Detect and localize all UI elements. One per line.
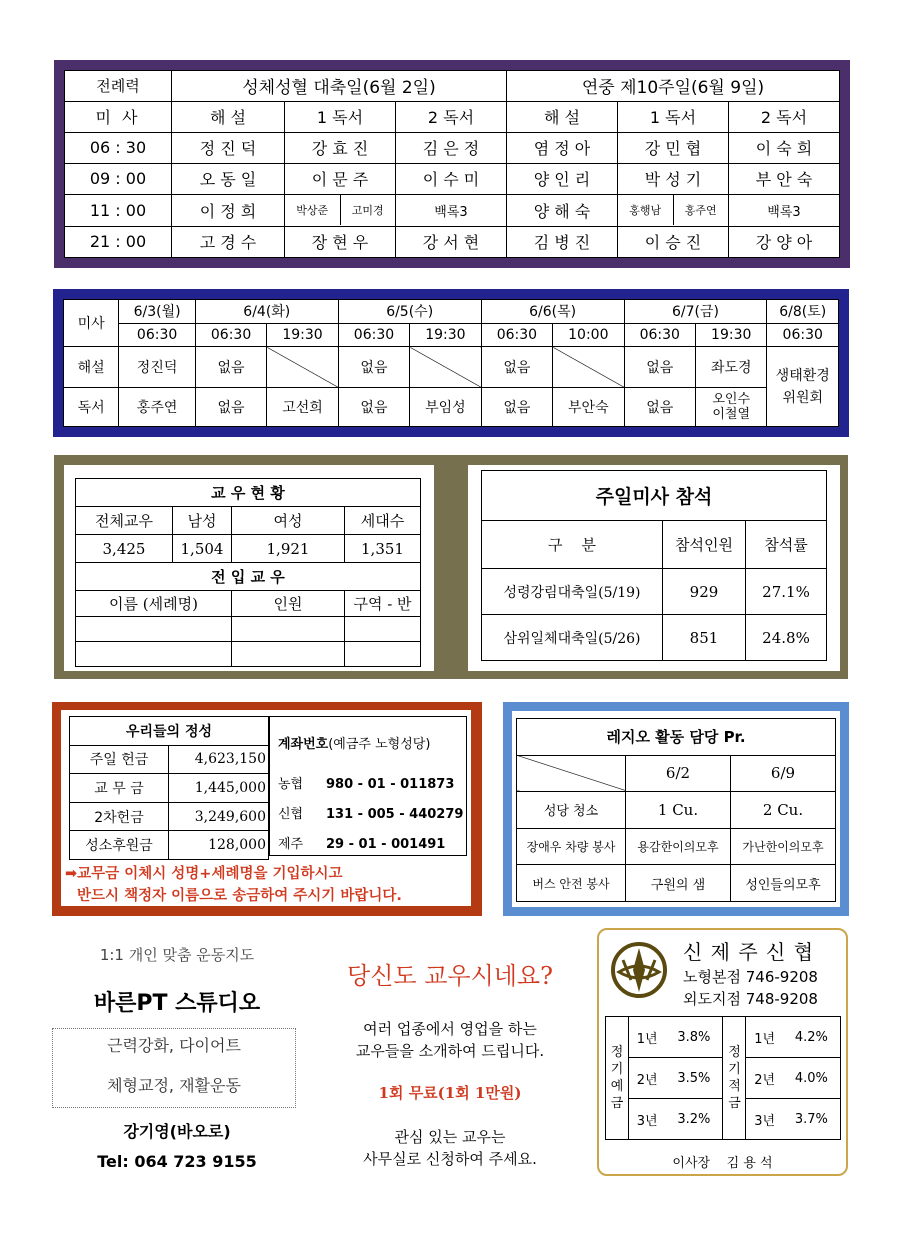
- deposit-label-text: 정기예금: [610, 1045, 624, 1111]
- name-cell: 김 병 진: [507, 226, 618, 257]
- offering-amount: 4,623,150: [169, 745, 269, 774]
- empty-cell: [76, 617, 232, 642]
- promo-line-3: 관심 있는 교우는: [394, 1128, 506, 1146]
- promo-title: 당신도 교우시네요?: [347, 962, 553, 990]
- time-cell: 06:30: [338, 323, 409, 347]
- commentary-cell: 정진덕: [119, 347, 195, 388]
- name-cell: 이 승 진: [618, 226, 729, 257]
- account-row: [278, 833, 445, 852]
- calendar-label: 전례력: [65, 71, 172, 102]
- members-header: 전체교우: [76, 507, 173, 535]
- stats-panel: [54, 455, 848, 679]
- cu-name: 신 제 주 신 협: [683, 940, 815, 964]
- diagonal-cell: [267, 347, 338, 388]
- time-cell: 19:30: [410, 323, 481, 347]
- split-cell: [285, 194, 396, 226]
- time-cell: 06:30: [119, 323, 195, 347]
- role-commentary-1: 해 설: [172, 101, 285, 132]
- promo-line-4: 사무실로 신청하여 주세요.: [363, 1150, 537, 1168]
- time-cell: 06:30: [195, 323, 266, 347]
- attendance-box: [468, 465, 840, 671]
- feast-1: 성체성혈 대축일(6월 2일): [172, 71, 507, 102]
- offering-label: 2차헌금: [70, 802, 169, 831]
- legio-cell: 성인들의모후: [731, 865, 836, 902]
- pt-ad: [52, 936, 302, 1176]
- name-cell: 고 경 수: [172, 226, 285, 257]
- day-header: 6/4(화): [195, 300, 338, 324]
- rate-value: 3.5%: [665, 1058, 723, 1099]
- savings-label-text: 정기적금: [728, 1045, 741, 1111]
- transfer-header: 인원: [232, 591, 345, 617]
- commentary-label: 해설: [64, 347, 119, 388]
- name-cell: 강 서 현: [396, 226, 507, 257]
- diagonal-cell: [553, 347, 624, 388]
- time-0630: 06 : 30: [65, 132, 172, 163]
- members-households: 1,351: [345, 535, 421, 563]
- reading-cell: 부안숙: [553, 388, 624, 427]
- rate-value: 4.0%: [783, 1058, 841, 1099]
- rate-term: 2년: [629, 1058, 666, 1099]
- attendance-row-rate: 27.1%: [746, 569, 827, 615]
- time-cell: 06:30: [481, 323, 552, 347]
- legio-title: 레지오 활동 담당 Pr.: [517, 719, 836, 756]
- commentary-cell: 좌도경: [696, 347, 767, 388]
- account-holder: (예금주 노형성당): [328, 737, 431, 752]
- bank-name: 농협: [278, 777, 304, 792]
- commentary-cell: 없음: [195, 347, 266, 388]
- name-cell: 백록3: [396, 194, 507, 226]
- attendance-header: 참석인원: [663, 521, 746, 569]
- name-cell: 이 숙 희: [729, 132, 840, 163]
- liturgy-panel: [54, 60, 850, 268]
- reading-cell: 부임성: [410, 388, 481, 427]
- members-total: 3,425: [76, 535, 173, 563]
- notice-line-1: ➡교무금 이체시 성명+세례명을 기입하시고: [65, 866, 343, 882]
- reading-cell: 홍주연: [119, 388, 195, 427]
- mass-label: 미 사: [65, 101, 172, 132]
- members-female: 1,921: [232, 535, 345, 563]
- empty-cell: [345, 642, 421, 667]
- offering-amount: 1,445,000: [169, 774, 269, 803]
- diagonal-cell: [410, 347, 481, 388]
- promo-line-2: 교우들을 소개하여 드립니다.: [355, 1042, 545, 1060]
- name-cell: 박 성 기: [618, 163, 729, 194]
- role-reading1-1: 1 독서: [285, 101, 396, 132]
- attendance-table: [481, 470, 827, 661]
- commentary-cell: 없음: [481, 347, 552, 388]
- account-number: 980 - 01 - 011873: [326, 777, 455, 792]
- legio-date: 6/2: [626, 755, 731, 792]
- time-cell: 06:30: [767, 323, 839, 347]
- reading-label: 독서: [64, 388, 119, 427]
- name-cell: 이 정 희: [172, 194, 285, 226]
- account-box: [269, 716, 467, 856]
- account-row: [278, 803, 463, 822]
- pt-service-1: 근력강화, 다이어트: [107, 1036, 241, 1055]
- role-reading2-1: 2 독서: [396, 101, 507, 132]
- members-box: [64, 465, 434, 671]
- saturday-line-2: 위원회: [782, 389, 824, 406]
- name-cell: 홍행남: [618, 195, 673, 225]
- weekday-panel: [53, 289, 849, 437]
- members-male: 1,504: [173, 535, 232, 563]
- name-cell: 정 진 덕: [172, 132, 285, 163]
- legio-cell: 구원의 샘: [626, 865, 731, 902]
- transfer-header: 이름 (세례명): [76, 591, 232, 617]
- name-cell: 백록3: [729, 194, 840, 226]
- role-reading1-2: 1 독서: [618, 101, 729, 132]
- name-cell: 강 민 협: [618, 132, 729, 163]
- reading-cell-double: [696, 388, 767, 427]
- reading-line-2: 이철열: [712, 407, 751, 423]
- reading-cell: 없음: [624, 388, 695, 427]
- name-cell: 이 문 주: [285, 163, 396, 194]
- pt-studio-name: 바른PT 스튜디오: [93, 991, 261, 1016]
- bank-name: 제주: [278, 837, 304, 852]
- members-header: 남성: [173, 507, 232, 535]
- rate-value: 3.2%: [665, 1099, 723, 1140]
- name-cell: 양 해 숙: [507, 194, 618, 226]
- rate-term: 3년: [746, 1099, 783, 1140]
- rate-value: 4.2%: [783, 1017, 841, 1058]
- bank-name: 신협: [278, 807, 304, 822]
- attendance-header: 구 분: [482, 521, 663, 569]
- logo-mark: [633, 948, 645, 992]
- offering-label: 교 무 금: [70, 774, 169, 803]
- pt-tagline: 1:1 개인 맞춤 운동지도: [99, 946, 255, 964]
- offering-table: [69, 716, 269, 860]
- account-title-line: [278, 733, 430, 752]
- reading-line-1: 오인수: [712, 392, 751, 408]
- offering-amount: 3,249,600: [169, 802, 269, 831]
- day-header: 6/5(수): [338, 300, 481, 324]
- name-cell: 오 동 일: [172, 163, 285, 194]
- day-header: 6/6(목): [481, 300, 624, 324]
- legio-table: [516, 718, 836, 902]
- reading-cell: 고선희: [267, 388, 338, 427]
- savings-label: [723, 1017, 746, 1140]
- attendance-row-name: 삼위일체대축일(5/26): [482, 615, 663, 661]
- promo-price: 1회 무료(1회 1만원): [378, 1084, 522, 1102]
- reading-cell: 없음: [195, 388, 266, 427]
- empty-cell: [345, 617, 421, 642]
- rate-term: 3년: [629, 1099, 666, 1140]
- cu-branch-2: 외도지점 748-9208: [683, 990, 818, 1008]
- empty-cell: [232, 617, 345, 642]
- attendance-row-name: 성령강림대축일(5/19): [482, 569, 663, 615]
- feast-2: 연중 제10주일(6월 9일): [507, 71, 840, 102]
- cu-director: 이사장 김 용 석: [672, 1156, 773, 1171]
- legio-task: 버스 안전 봉사: [517, 865, 626, 902]
- name-cell: 장 현 우: [285, 226, 396, 257]
- day-header: 6/3(월): [119, 300, 195, 324]
- promo: [310, 950, 590, 1180]
- split-cell: [618, 194, 729, 226]
- name-cell: 염 정 아: [507, 132, 618, 163]
- legio-cell: 2 Cu.: [731, 792, 836, 829]
- attendance-title: 주일미사 참석: [482, 471, 827, 521]
- legio-cell: 1 Cu.: [626, 792, 731, 829]
- account-row: [278, 773, 454, 792]
- time-cell: 10:00: [553, 323, 624, 347]
- day-header: 6/8(토): [767, 300, 839, 324]
- promo-line-1: 여러 업종에서 영업을 하는: [363, 1020, 537, 1038]
- legio-panel: [503, 702, 849, 916]
- saturday-cell: [767, 347, 839, 427]
- role-commentary-2: 해 설: [507, 101, 618, 132]
- rate-term: 2년: [746, 1058, 783, 1099]
- name-cell: 박상준: [285, 195, 340, 225]
- legio-cell: 가난한이의모후: [731, 828, 836, 865]
- name-cell: 강 효 진: [285, 132, 396, 163]
- weekday-table: [63, 299, 839, 427]
- members-table: [75, 478, 421, 667]
- offering-inner: [61, 710, 471, 906]
- time-0900: 09 : 00: [65, 163, 172, 194]
- account-title: 계좌번호: [278, 737, 329, 752]
- name-cell: 부 안 숙: [729, 163, 840, 194]
- time-cell: 06:30: [624, 323, 695, 347]
- weekday-mass-label: 미사: [64, 300, 119, 347]
- legio-cell: 용감한이의모후: [626, 828, 731, 865]
- saturday-line-1: 생태환경: [775, 367, 830, 384]
- account-number: 131 - 005 - 440279: [326, 807, 464, 822]
- rate-term: 1년: [746, 1017, 783, 1058]
- time-cell: 19:30: [696, 323, 767, 347]
- name-cell: 홍주연: [684, 204, 717, 218]
- pt-phone: Tel: 064 723 9155: [97, 1152, 257, 1171]
- name-cell: 김 은 정: [396, 132, 507, 163]
- name-cell: 고미경: [351, 204, 384, 218]
- empty-cell: [76, 642, 232, 667]
- attendance-row-count: 929: [663, 569, 746, 615]
- commentary-cell: 없음: [338, 347, 409, 388]
- pt-service-2: 체형교정, 재활운동: [107, 1076, 241, 1095]
- name-cell: 양 인 리: [507, 163, 618, 194]
- legio-task: 성당 청소: [517, 792, 626, 829]
- account-number: 29 - 01 - 001491: [326, 837, 446, 852]
- legio-date: 6/9: [731, 755, 836, 792]
- credit-union-ad: [597, 928, 848, 1176]
- cu-rate-table: [605, 1016, 841, 1140]
- offering-label: 성소후원금: [70, 831, 169, 860]
- cu-branch-1: 노형본점 746-9208: [683, 968, 818, 986]
- time-1100: 11 : 00: [65, 194, 172, 226]
- reading-cell: 없음: [338, 388, 409, 427]
- credit-union-logo: [609, 940, 669, 1000]
- name-cell: 이 수 미: [396, 163, 507, 194]
- members-title: 교 우 현 황: [76, 479, 421, 507]
- notice-line-2: 반드시 책정자 이름으로 송금하여 주시기 바랍니다.: [77, 888, 402, 904]
- transfer-title: 전 입 교 우: [76, 563, 421, 591]
- legio-task: 장애우 차량 봉사: [517, 828, 626, 865]
- attendance-header: 참석률: [746, 521, 827, 569]
- offering-title: 우리들의 정성: [70, 717, 269, 746]
- role-reading2-2: 2 독서: [729, 101, 840, 132]
- empty-cell: [232, 642, 345, 667]
- time-2100: 21 : 00: [65, 226, 172, 257]
- reading-cell: 없음: [481, 388, 552, 427]
- offering-panel: [52, 702, 482, 916]
- legio-inner: [512, 711, 840, 907]
- members-header: 세대수: [345, 507, 421, 535]
- deposit-label: [606, 1017, 629, 1140]
- pt-services-box: [52, 1028, 296, 1108]
- offering-amount: 128,000: [169, 831, 269, 860]
- time-cell: 19:30: [267, 323, 338, 347]
- attendance-row-count: 851: [663, 615, 746, 661]
- liturgy-table: [64, 70, 840, 258]
- members-header: 여성: [232, 507, 345, 535]
- rate-value: 3.8%: [665, 1017, 723, 1058]
- commentary-cell: 없음: [624, 347, 695, 388]
- rate-term: 1년: [629, 1017, 666, 1058]
- transfer-header: 구역 - 반: [345, 591, 421, 617]
- rate-value: 3.7%: [783, 1099, 841, 1140]
- pt-owner: 강기영(바오로): [123, 1122, 231, 1141]
- day-header: 6/7(금): [624, 300, 767, 324]
- diagonal-cell: [517, 755, 626, 792]
- attendance-row-rate: 24.8%: [746, 615, 827, 661]
- name-cell: 강 양 아: [729, 226, 840, 257]
- offering-label: 주일 헌금: [70, 745, 169, 774]
